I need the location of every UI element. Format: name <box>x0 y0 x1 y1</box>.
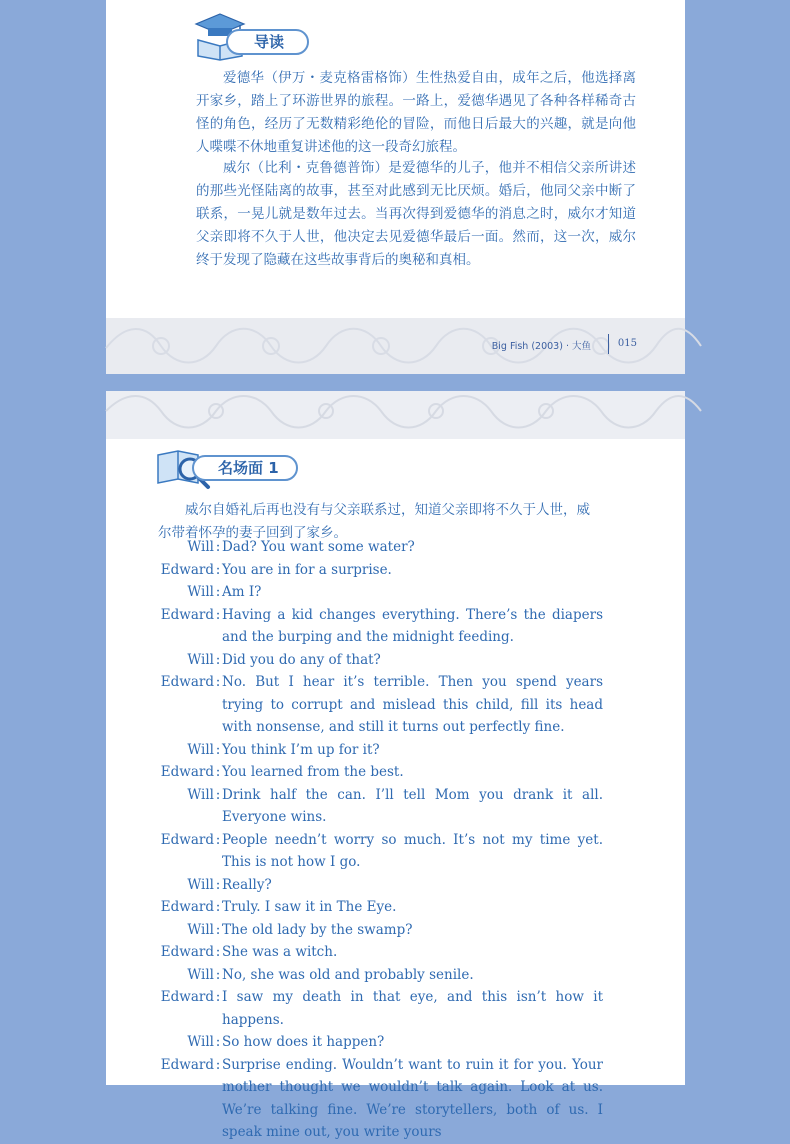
speaker-name: Edward <box>160 674 214 690</box>
speaker-separator: : <box>215 606 221 623</box>
dialogue-line <box>106 536 685 559</box>
speech-text: Dad? You want some water? <box>222 539 415 555</box>
speaker-name: Will <box>187 966 214 983</box>
scene-intro: 威尔自婚礼后再也没有与父亲联系过，知道父亲即将不久于人世，威尔带着怀孕的妻子回到了家乡。 <box>158 502 590 541</box>
speaker-separator: : <box>215 989 221 1005</box>
speech-text: So how does it happen? <box>222 1034 385 1050</box>
speaker-name: Will <box>187 921 214 938</box>
speech-text: Having a kid changes everything. There’s the diapers and the burping and the midnight feeding. <box>222 606 603 645</box>
dialogue <box>106 536 685 1144</box>
section-title-famous-scene: 名场面 1 <box>192 455 298 481</box>
dialogue-line <box>106 896 685 919</box>
speech-text: You think I’m up for it? <box>222 741 380 758</box>
speaker-separator: : <box>215 966 221 983</box>
guide-paragraph-1: 爱德华（伊万・麦克格雷格饰）生性热爱自由，成年之后，他选择离开家乡，踏上了环游世界的旅程。一路上，爱德华遇见了各种各样稀奇古怪的角色，经历了无数精彩绝伦的冒险，而他日后最大的兴趣，就是向他人喋喋不休地重复讲述他的这一段奇幻旅程。 <box>196 70 636 155</box>
speaker-separator: : <box>215 1034 221 1050</box>
speaker-separator: : <box>215 764 221 780</box>
speaker-separator: : <box>215 1056 221 1073</box>
speaker-separator: : <box>215 944 221 960</box>
speaker-separator: : <box>215 584 221 600</box>
speech-text: Truly. I saw it in The Eye. <box>222 899 397 915</box>
page-016 <box>106 391 685 1140</box>
footer-book-title: Big Fish (2003) · 大鱼 <box>491 341 591 352</box>
speaker-separator: : <box>215 876 221 893</box>
speaker-separator: : <box>215 741 221 758</box>
speaker-name: Edward <box>160 1056 214 1073</box>
speech-text: Surprise ending. Wouldn’t want to ruin it for you. Your mother thought we wouldn’t talk again. Look at us. We’re talking fine. We’re storytellers, both of us. I speak mine out, you write yours <box>222 1056 603 1140</box>
section-title-guide: 导读 <box>226 29 309 55</box>
speaker-separator: : <box>215 539 221 555</box>
dialogue-line <box>106 784 685 829</box>
speaker-name: Edward <box>160 944 214 960</box>
speaker-separator: : <box>215 786 221 803</box>
speaker-name: Will <box>187 786 214 803</box>
page-number: 015 <box>617 338 637 349</box>
dialogue-line <box>106 1031 685 1054</box>
dialogue-line <box>106 739 685 762</box>
dialogue-line <box>106 919 685 942</box>
speech-text: You are in for a surprise. <box>222 561 392 578</box>
speaker-name: Will <box>187 876 214 893</box>
speaker-name: Edward <box>160 831 214 848</box>
speaker-name: Will <box>187 1034 214 1050</box>
speaker-separator: : <box>215 899 221 915</box>
dialogue-line <box>106 941 685 964</box>
dialogue-line <box>106 1054 685 1144</box>
speaker-name: Edward <box>160 989 214 1005</box>
speaker-separator: : <box>215 674 221 690</box>
dialogue-line <box>106 964 685 987</box>
dialogue-line <box>106 604 685 649</box>
page-015 <box>106 0 685 374</box>
speaker-name: Will <box>187 651 214 668</box>
speech-text: You learned from the best. <box>222 764 404 780</box>
dialogue-line <box>106 874 685 897</box>
guide-paragraph-2: 威尔（比利・克鲁德普饰）是爱德华的儿子，他并不相信父亲所讲述的那些光怪陆离的故事，甚至对此感到无比厌烦。婚后，他同父亲中断了联系，一晃儿就是数年过去。当再次得到爱德华的消息之时，威尔才知道父亲即将不久于人世，他决定去见爱德华最后一面。然而，这一次，威尔终于发现了隐藏在这些故事背后的奥秘和真相。 <box>196 160 636 268</box>
speech-text: She was a witch. <box>222 944 338 960</box>
speech-text: Really? <box>222 876 272 893</box>
ornament-pattern <box>106 391 685 439</box>
speech-text: No, she was old and probably senile. <box>222 966 474 983</box>
footer-band <box>106 318 685 374</box>
dialogue-line <box>106 761 685 784</box>
speech-text: No. But I hear it’s terrible. Then you spend years trying to corrupt and mislead this child, fill its head with nonsense, and still it turns out perfectly fine. <box>222 674 603 735</box>
speech-text: The old lady by the swamp? <box>222 921 413 938</box>
speaker-name: Edward <box>160 561 214 578</box>
speech-text: People needn’t worry so much. It’s not my time yet. This is not how I go. <box>222 831 603 870</box>
dialogue-line <box>106 649 685 672</box>
speech-text: Did you do any of that? <box>222 651 381 668</box>
speaker-name: Edward <box>160 899 214 915</box>
header-ornament-band <box>106 391 685 439</box>
speaker-separator: : <box>215 651 221 668</box>
speech-text: Am I? <box>222 584 262 600</box>
speaker-separator: : <box>215 831 221 848</box>
speaker-name: Will <box>187 741 214 758</box>
dialogue-line <box>106 986 685 1031</box>
dialogue-line <box>106 829 685 874</box>
speaker-name: Edward <box>160 606 214 623</box>
dialogue-line <box>106 671 685 739</box>
speaker-name: Will <box>187 584 214 600</box>
dialogue-line <box>106 559 685 582</box>
speech-text: I saw my death in that eye, and this isn’t how it happens. <box>222 989 603 1028</box>
ornament-pattern <box>106 318 685 374</box>
dialogue-line <box>106 581 685 604</box>
speech-text: Drink half the can. I’ll tell Mom you drank it all. Everyone wins. <box>222 786 603 825</box>
speaker-separator: : <box>215 921 221 938</box>
speaker-name: Will <box>187 539 214 555</box>
speaker-separator: : <box>215 561 221 578</box>
footer-divider <box>608 334 609 354</box>
speaker-name: Edward <box>160 764 214 780</box>
